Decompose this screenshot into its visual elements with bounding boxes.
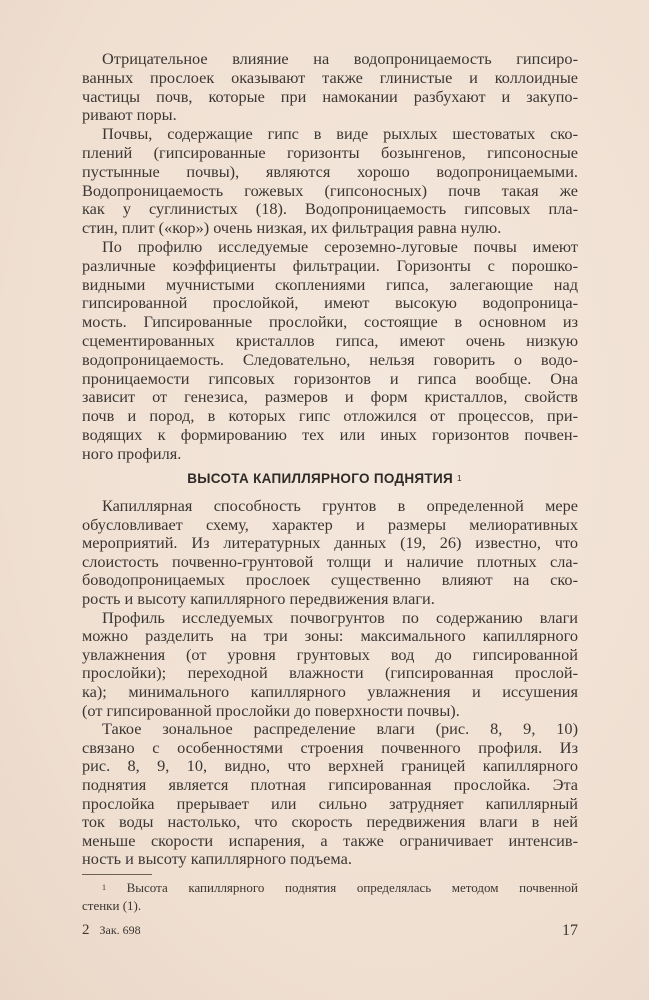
text-line: обусловливает схему, характер и размеры мелиоративных	[82, 515, 578, 534]
text-line: рость и высоту капиллярного передвижения влаги.	[82, 589, 435, 608]
text-line: пустынные почвы), являются хорошо водопроницаемыми.	[82, 162, 578, 181]
text-line: можно разделить на три зоны: максимального капиллярного	[82, 627, 578, 646]
text-line: почв и пород, в которых гипс отложился от процессов, при-	[82, 407, 578, 426]
text-line: прослойка прерывает или сильно затрудняет капиллярный	[82, 794, 578, 813]
text-line: плений (гипсированные горизонты бозынгенов, гипсоносные	[82, 143, 578, 162]
text-line: Такое зональное распределение влаги (рис. 8, 9, 10)	[102, 720, 578, 739]
text-line: боводопроницаемых прослоек существенно влияют на ско-	[82, 571, 578, 590]
text-section-1	[82, 50, 578, 464]
text-line: слоистость почвенно-грунтовой толщи и наличие плотных сла-	[82, 552, 578, 571]
page-footer	[82, 922, 578, 942]
text-line: частицы почв, которые при намокании разбухают и закупо-	[82, 87, 578, 106]
text-line: ность и высоту капиллярного подъема.	[82, 850, 352, 869]
text-line: мость. Гипсированные прослойки, состоящие в основном из	[82, 313, 578, 332]
text-line: По профилю исследуемые сероземно-луговые почвы имеют	[102, 237, 578, 256]
text-line: Отрицательное влияние на водопроницаемость гипсиро-	[102, 50, 578, 68]
text-line: Профиль исследуемых почвогрунтов по содержанию влаги	[102, 608, 578, 627]
text-line: увлажнения (от уровня грунтовых вод до гипсированной	[82, 645, 578, 664]
text-line: ка); минимального капиллярного увлажнения и иссушения	[82, 682, 578, 701]
text-line: видными мучнистыми скоплениями гипса, залегающие над	[82, 275, 578, 294]
text-line: ванных прослоек оказывают также глинистые и коллоидные	[82, 68, 578, 87]
text-line: различные коэффициенты фильтрации. Горизонты с порошко-	[82, 256, 578, 275]
printer-signature	[82, 922, 141, 939]
signature-number: 2	[82, 922, 90, 938]
footnote-line: Высота капиллярного поднятия определялась методом почвенной	[126, 880, 578, 895]
footnote-mark: 1	[102, 883, 106, 892]
page-number: 17	[562, 922, 578, 939]
heading-title: ВЫСОТА КАПИЛЛЯРНОГО ПОДНЯТИЯ	[187, 471, 453, 486]
text-line: Почвы, содержащие гипс в виде рыхлых шестоватых ско-	[102, 125, 578, 144]
text-line: стин, плит («кор») очень низкая, их фильтрация равна нулю.	[82, 219, 502, 238]
text-line: водопроницаемость. Следовательно, нельзя говорить о водо-	[82, 350, 578, 369]
text-line: Водопроницаемость гожевых (гипсоносных) почв такая же	[82, 181, 578, 200]
text-line: ривают поры.	[82, 106, 177, 125]
text-line: водящих к формированию тех или иных горизонтов почвен-	[82, 425, 578, 444]
text-line: поднятия является плотная гипсированная прослойка. Эта	[82, 775, 578, 794]
text-line: рис. 8, 9, 10, видно, что верхней границей капиллярного	[82, 757, 578, 776]
text-line: зависит от генезиса, размеров и форм кристаллов, свойств	[82, 388, 578, 407]
text-line: проницаемости гипсовых горизонтов и гипса вообще. Она	[82, 369, 578, 388]
text-line: как у суглинистых (18). Водопроницаемость гипсовых пла-	[82, 200, 578, 219]
text-line: мероприятий. Из литературных данных (19, 26) известно, что	[82, 534, 578, 553]
footnote-divider	[82, 874, 152, 875]
text-line: меньше скорости испарения, а также ограничивает интенсив-	[82, 831, 578, 850]
order-number: Зак. 698	[99, 923, 141, 937]
heading-footnote-mark: 1	[457, 474, 462, 483]
text-line: связано с особенностями строения почвенного профиля. Из	[82, 738, 578, 757]
text-line: гипсированной прослойкой, имеют высокую водопроница-	[82, 294, 578, 313]
text-line: ного профиля.	[82, 444, 182, 463]
text-section-2	[82, 497, 578, 869]
footnote-line: стенки (1).	[82, 898, 142, 913]
text-line: Капиллярная способность грунтов в определенной мере	[102, 497, 578, 515]
text-line: ток воды настолько, что скорость передвижения влаги в ней	[82, 813, 578, 832]
text-line: прослойки); переходной влажности (гипсированная прослой-	[82, 664, 578, 683]
text-line: (от гипсированной прослойки до поверхности почвы).	[82, 701, 460, 720]
footnote	[82, 879, 578, 915]
section-heading	[0, 470, 649, 488]
text-line: сцементированных кристаллов гипса, имеют очень низкую	[82, 331, 578, 350]
